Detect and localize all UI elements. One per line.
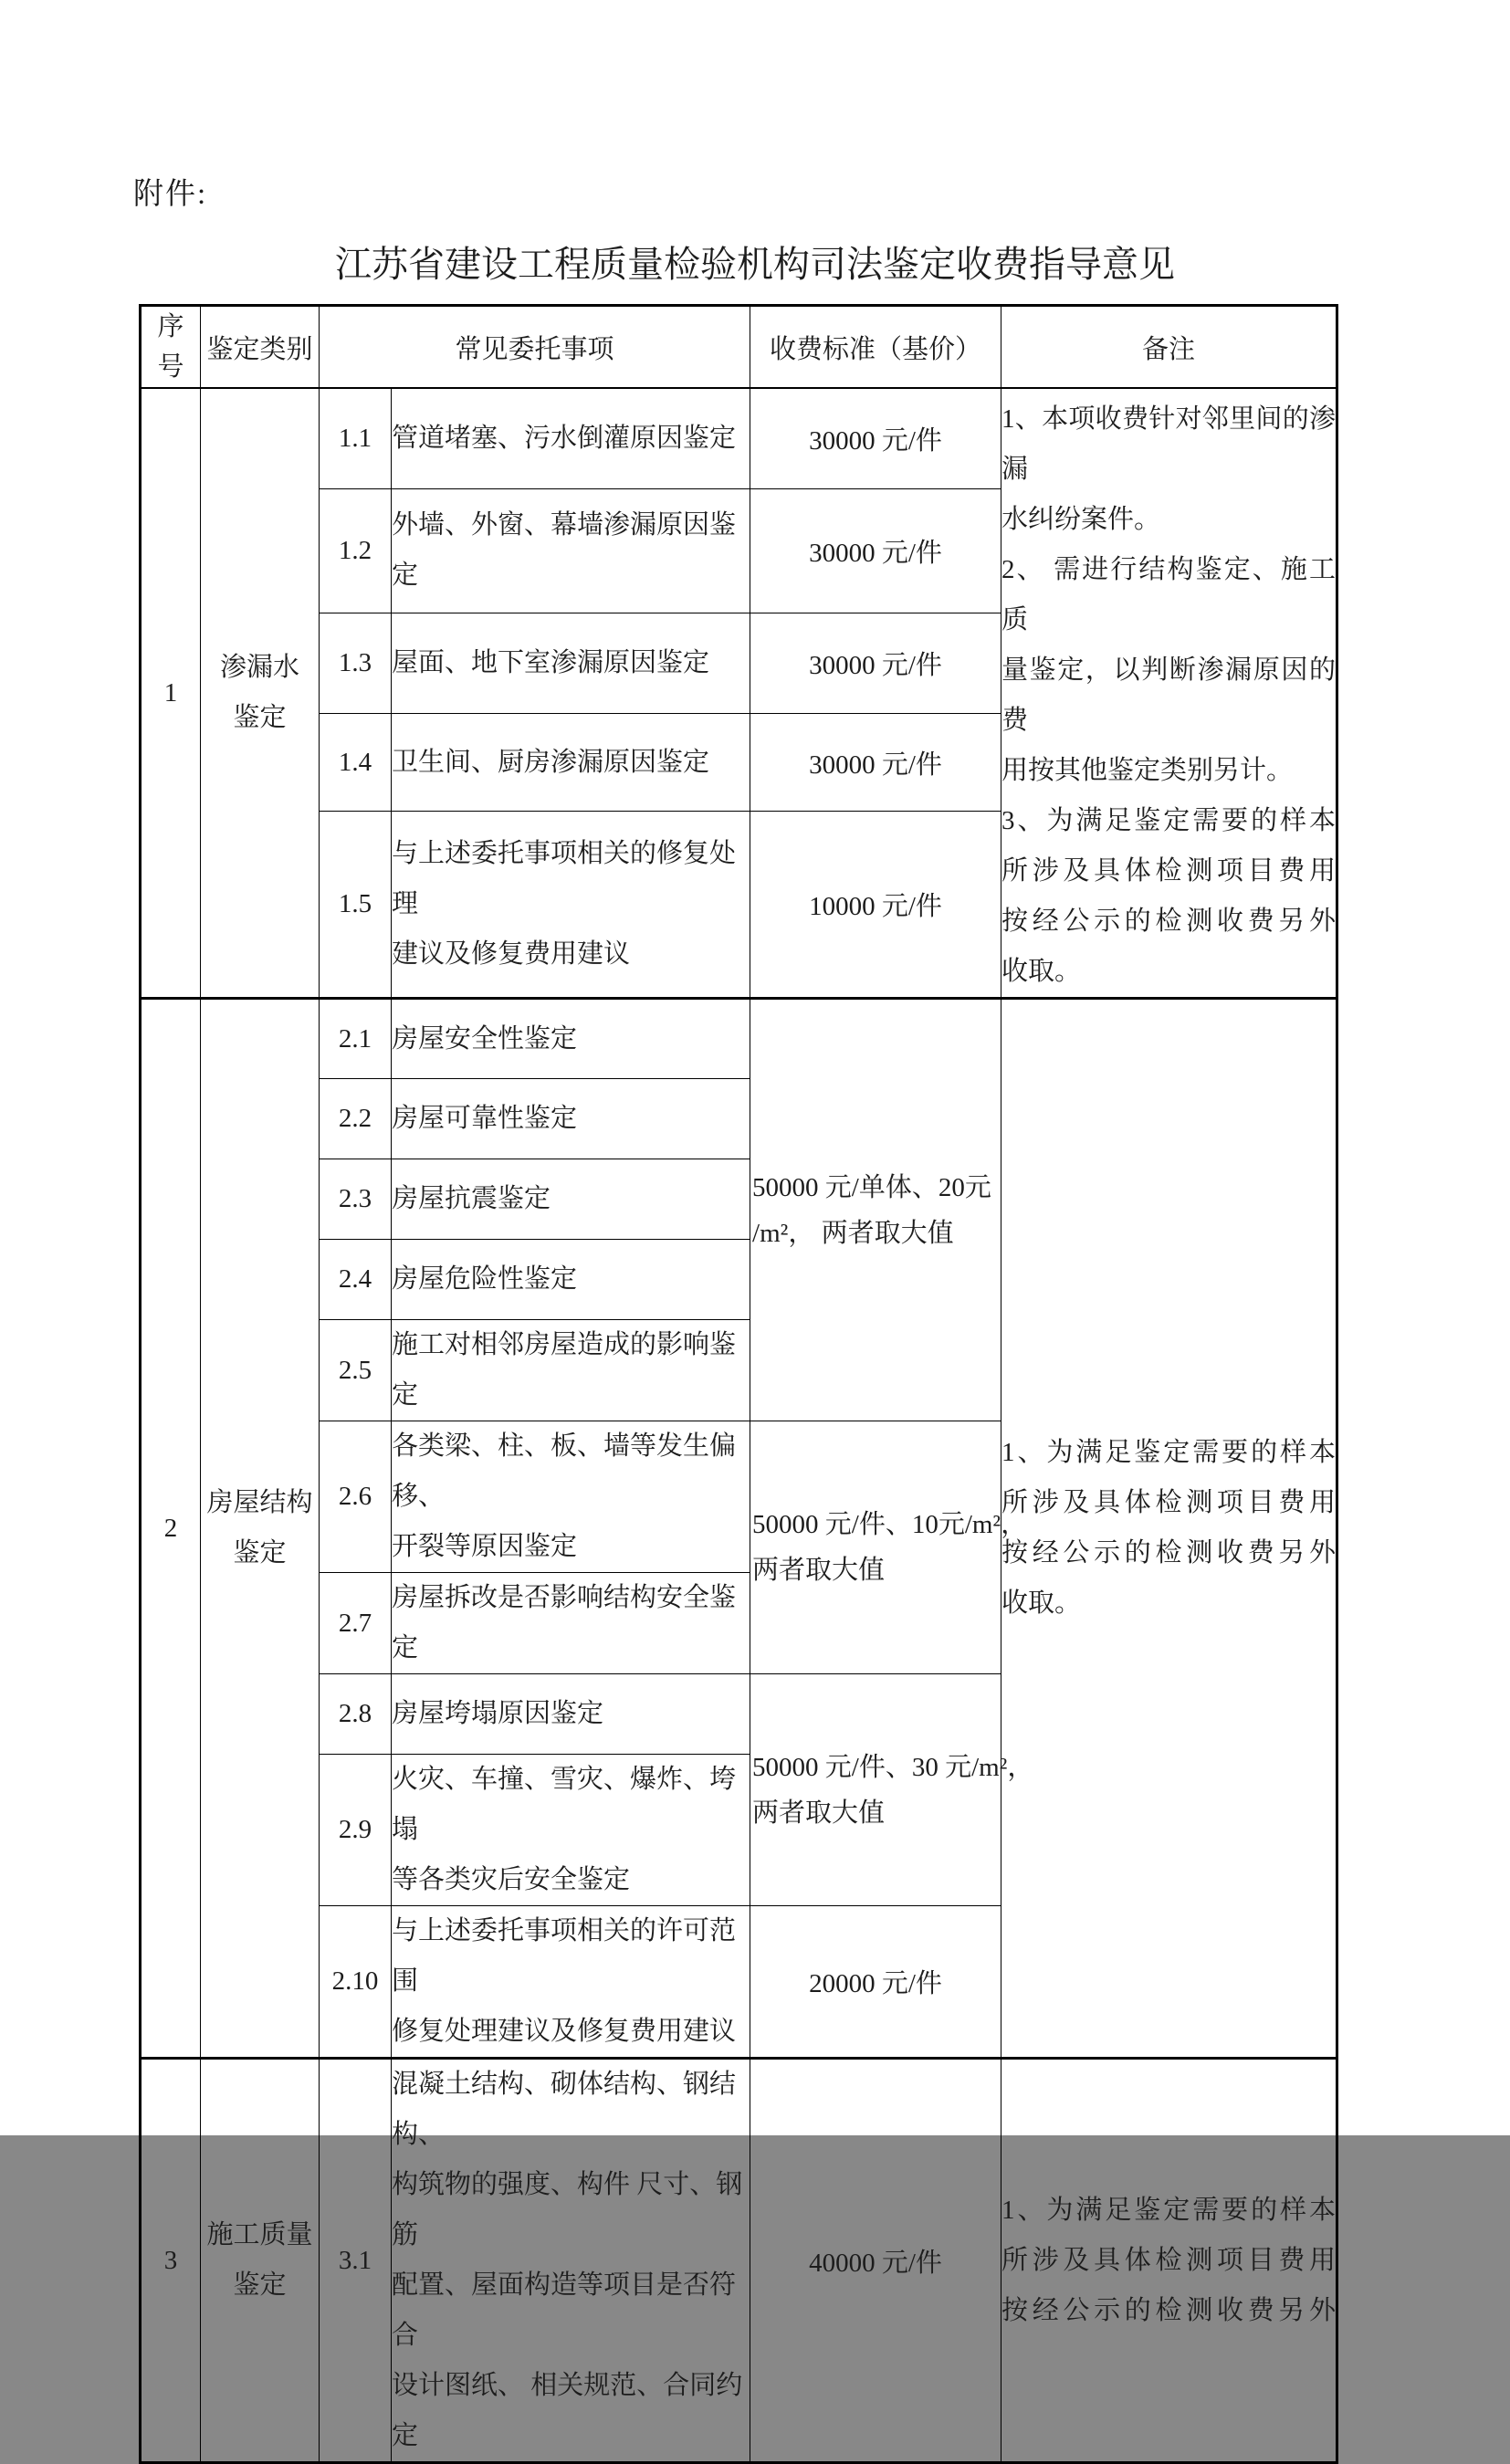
item-desc bbox=[392, 2059, 750, 2463]
section1-serial: 1 bbox=[141, 388, 201, 999]
col-header-category: 鉴定类别 bbox=[201, 306, 320, 389]
section2-category-line1: 房屋结构 bbox=[206, 1488, 313, 1517]
table-row bbox=[141, 2059, 1337, 2463]
section3-serial: 3 bbox=[141, 2059, 201, 2463]
item-desc-line2: 等各类灾后安全鉴定 bbox=[392, 1865, 631, 1894]
remark-line: 按经公示的检测收费另外 bbox=[1001, 907, 1337, 936]
item-code: 2.7 bbox=[320, 1573, 392, 1674]
col-header-serial-line1: 序 bbox=[157, 312, 184, 341]
remark-line: 所涉及具体检测项目费用 bbox=[1001, 2245, 1337, 2275]
item-desc: 房屋可靠性鉴定 bbox=[392, 1079, 750, 1159]
section1-category-line1: 渗漏水 bbox=[219, 653, 299, 682]
item-desc: 卫生间、厨房渗漏原因鉴定 bbox=[392, 714, 750, 812]
item-desc-line1: 与上述委托事项相关的许可范围 bbox=[392, 1916, 737, 1996]
table-row bbox=[141, 388, 1337, 488]
item-desc: 施工对相邻房屋造成的影响鉴定 bbox=[392, 1320, 750, 1421]
fee-line1: 50000 元/单体、20元 bbox=[752, 1172, 991, 1202]
fee-cell-merged-2-6-to-2-7 bbox=[750, 1421, 1028, 1674]
fee-line1: 50000 元/件、30 元/m²， bbox=[752, 1752, 1034, 1782]
item-desc bbox=[392, 1906, 750, 2059]
fee-line2: 两者取大值 bbox=[752, 1556, 886, 1585]
item-desc: 房屋安全性鉴定 bbox=[392, 999, 750, 1079]
fee-cell: 30000 元/件 bbox=[750, 488, 1001, 613]
item-desc-line2: 构筑物的强度、构件 尺寸、钢筋 bbox=[392, 2170, 743, 2249]
section2-category bbox=[201, 999, 320, 2059]
remark-line: 收取。 bbox=[1001, 1588, 1082, 1618]
section1-category-line2: 鉴定 bbox=[233, 703, 287, 732]
item-desc bbox=[392, 1755, 750, 1906]
item-code: 2.1 bbox=[320, 999, 392, 1079]
remark-line: 量鉴定，以判断渗漏原因的费 bbox=[1001, 655, 1337, 735]
item-desc: 房屋抗震鉴定 bbox=[392, 1159, 750, 1240]
remark-line: 1、为满足鉴定需要的样本 bbox=[1001, 1438, 1337, 1467]
item-code: 2.4 bbox=[320, 1240, 392, 1320]
remark-line: 用按其他鉴定类别另计。 bbox=[1001, 756, 1294, 785]
item-desc: 管道堵塞、污水倒灌原因鉴定 bbox=[392, 388, 750, 488]
item-code: 2.3 bbox=[320, 1159, 392, 1240]
section3-category-line1: 施工质量 bbox=[206, 2220, 313, 2249]
remark-line: 按经公示的检测收费另外 bbox=[1001, 1538, 1337, 1568]
item-desc-line1: 与上述委托事项相关的修复处理 bbox=[392, 839, 737, 919]
item-code: 2.9 bbox=[320, 1755, 392, 1906]
item-desc: 房屋拆改是否影响结构安全鉴定 bbox=[392, 1573, 750, 1674]
fee-cell: 30000 元/件 bbox=[750, 388, 1001, 488]
col-header-serial-line2: 号 bbox=[157, 352, 184, 382]
section3-remark bbox=[1001, 2059, 1337, 2463]
table-header-row bbox=[141, 306, 1337, 389]
fee-table bbox=[139, 304, 1338, 2464]
fee-line2: 两者取大值 bbox=[752, 1798, 886, 1828]
attachment-label: 附件: bbox=[133, 178, 208, 211]
item-desc-line3: 配置、屋面构造等项目是否符合 bbox=[392, 2270, 737, 2350]
item-code: 1.5 bbox=[320, 812, 392, 999]
section2-category-line2: 鉴定 bbox=[233, 1538, 287, 1568]
document-title: 江苏省建设工程质量检验机构司法鉴定收费指导意见 bbox=[335, 244, 1175, 285]
item-code: 2.10 bbox=[320, 1906, 392, 2059]
fee-cell: 40000 元/件 bbox=[750, 2059, 1001, 2463]
item-code: 1.1 bbox=[320, 388, 392, 488]
item-desc: 房屋危险性鉴定 bbox=[392, 1240, 750, 1320]
item-desc-line1: 各类梁、柱、板、墙等发生偏移、 bbox=[392, 1431, 737, 1511]
col-header-matters: 常见委托事项 bbox=[320, 306, 750, 389]
fee-cell: 20000 元/件 bbox=[750, 1906, 1001, 2059]
item-code: 2.5 bbox=[320, 1320, 392, 1421]
remark-line: 所涉及具体检测项目费用 bbox=[1001, 856, 1337, 886]
item-code: 1.2 bbox=[320, 488, 392, 613]
remark-line: 3、为满足鉴定需要的样本 bbox=[1001, 806, 1337, 835]
item-desc: 外墙、外窗、幕墙渗漏原因鉴定 bbox=[392, 488, 750, 613]
item-desc-line4: 设计图纸、 相关规范、合同约定 bbox=[392, 2371, 743, 2450]
item-code: 2.8 bbox=[320, 1674, 392, 1755]
remark-line: 1、为满足鉴定需要的样本 bbox=[1001, 2195, 1337, 2225]
item-code: 3.1 bbox=[320, 2059, 392, 2463]
table-row bbox=[141, 999, 1337, 1079]
section3-category-line2: 鉴定 bbox=[233, 2270, 287, 2300]
item-desc bbox=[392, 812, 750, 999]
item-desc-line2: 建议及修复费用建议 bbox=[392, 939, 631, 970]
fee-cell-merged-2-8-to-2-9 bbox=[750, 1674, 1034, 1906]
item-desc-line2: 修复处理建议及修复费用建议 bbox=[392, 2017, 737, 2046]
fee-cell-merged-2-1-to-2-5 bbox=[750, 999, 1001, 1421]
fee-cell: 30000 元/件 bbox=[750, 613, 1001, 714]
item-desc-line1: 混凝土结构、砌体结构、钢结构、 bbox=[392, 2070, 737, 2149]
item-desc: 屋面、地下室渗漏原因鉴定 bbox=[392, 613, 750, 714]
item-desc-line2: 开裂等原因鉴定 bbox=[392, 1532, 578, 1561]
remark-line: 1、本项收费针对邻里间的渗漏 bbox=[1001, 404, 1337, 484]
section1-category bbox=[201, 388, 320, 999]
col-header-remark: 备注 bbox=[1001, 306, 1337, 389]
item-code: 2.2 bbox=[320, 1079, 392, 1159]
col-header-serial bbox=[141, 306, 201, 389]
remark-line: 所涉及具体检测项目费用 bbox=[1001, 1488, 1337, 1517]
fee-line2: /m²， 两者取大值 bbox=[752, 1218, 954, 1248]
remark-line: 2、 需进行结构鉴定、施工质 bbox=[1001, 555, 1337, 634]
fee-cell: 30000 元/件 bbox=[750, 714, 1001, 812]
section1-remark bbox=[1001, 388, 1337, 999]
item-desc: 房屋垮塌原因鉴定 bbox=[392, 1674, 750, 1755]
section2-serial: 2 bbox=[141, 999, 201, 2059]
item-code: 2.6 bbox=[320, 1421, 392, 1573]
item-desc bbox=[392, 1421, 750, 1573]
col-header-fee: 收费标准（基价） bbox=[750, 306, 1001, 389]
item-code: 1.3 bbox=[320, 613, 392, 714]
fee-cell: 10000 元/件 bbox=[750, 812, 1001, 999]
item-desc-line1: 火灾、车撞、雪灾、爆炸、垮塌 bbox=[392, 1765, 737, 1844]
item-code: 1.4 bbox=[320, 714, 392, 812]
remark-line: 按经公示的检测收费另外 bbox=[1001, 2295, 1337, 2325]
section3-category bbox=[201, 2059, 320, 2463]
remark-line: 收取。 bbox=[1001, 957, 1082, 986]
section2-remark bbox=[1001, 999, 1337, 2059]
fee-line1: 50000 元/件、10元/m²， bbox=[752, 1510, 1028, 1539]
remark-line: 水纠纷案件。 bbox=[1001, 505, 1161, 534]
